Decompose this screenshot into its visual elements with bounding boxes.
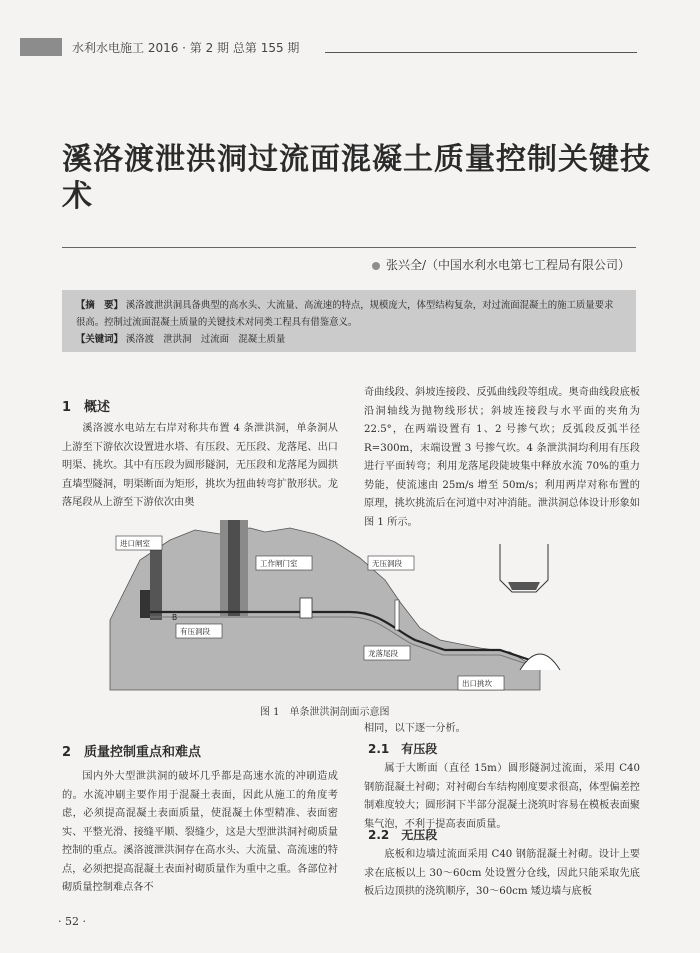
header-rule	[325, 52, 637, 53]
section-1-paragraph-left: 溪洛渡水电站左右岸对称共布置 4 条泄洪洞，单条洞从上游至下游依次设置进水塔、有压段、无压段、龙落尾、出口明渠、挑坎。其中有压段为圆形隧洞，无压段和龙落尾为圆拱直墙型隧洞，明渠断面为矩形，挑坎为扭曲转弯扩散形状。龙落尾段从上游至下游依次由奥	[62, 423, 338, 508]
abstract-label: 【摘 要】	[76, 300, 123, 311]
article-title: 溪洛渡泄洪洞过流面混凝土质量控制关键技术	[62, 142, 651, 214]
label-dragon-tail-text: 龙落尾段	[368, 649, 398, 658]
abstract-text: 溪洛渡泄洪洞具备典型的高水头、大流量、高流速的特点，规模庞大，体型结构复杂，对过流面混凝土的施工质量要求很高。控制过流面混凝土质量的关键技术对同类工程具有借鉴意义。	[76, 300, 614, 328]
subsection-2-1-heading: 2.1 有压段	[368, 742, 438, 756]
section-1-paragraph-right: 奇曲线段、斜坡连接段、反弧曲线段等组成。奥奇曲线段底板沿洞轴线为抛物线形状；斜坡连接段与水平面的夹角为 22.5°，在两端设置有 1、2 号掺气坎；反弧段反弧半径 R=300m，末端设置 3 号掺气坎。4 条泄洪洞均利用有压段进行平面转弯；利用龙落尾段陡坡集中释放水流 70%的重力势能，使流速由 25m/s 增至 50m/s；利用两岸对称布置的原理，挑坎挑流后在河道中对冲消能。泄洪洞总体设计形象如图 1 所示。	[364, 387, 640, 528]
header-bar	[20, 38, 62, 56]
label-dragon-tail	[364, 646, 410, 660]
figure-caption: 图 1 单条泄洪洞剖面示意图	[260, 707, 390, 718]
label-free-flow-text: 无压洞段	[372, 559, 402, 568]
tunnel-profile-figure	[100, 520, 600, 700]
author-text: 张兴全/（中国水利水电第七工程局有限公司）	[386, 258, 631, 272]
journal-header: 水利水电施工 2016 · 第 2 期 总第 155 期	[72, 41, 300, 55]
section-marker: B	[172, 613, 178, 622]
bullet-icon	[372, 262, 380, 270]
subsection-2-2-heading: 2.2 无压段	[368, 828, 438, 842]
keywords-label: 【关键词】	[76, 334, 123, 345]
section-1-heading: 1 概述	[62, 400, 111, 415]
keywords-text: 溪洛渡 泄洪洞 过流面 混凝土质量	[125, 334, 286, 345]
terrain-shape	[110, 528, 540, 690]
label-gate	[256, 556, 312, 570]
page-number: · 52 ·	[58, 915, 86, 928]
intake-shaft	[150, 550, 162, 620]
abstract-box	[62, 290, 636, 352]
keywords-line	[76, 331, 622, 348]
section-2-heading: 2 质量控制重点和难点	[62, 745, 202, 760]
section-2-intro-continued: 相同，以下逐一分析。	[364, 723, 466, 734]
abstract-paragraph	[76, 297, 622, 331]
label-pressure	[176, 624, 222, 638]
section-2-paragraph: 国内外大型泄洪洞的破坏几乎都是高速水流的冲刷造成的。水流冲刷主要作用于混凝土表面，因此从施工的角度考虑，必须提高混凝土表面质量，使混凝土体型精准、表面密实、平整光滑、接缝平顺、裂缝少，这是大型泄洪洞衬砌质量控制的重点。溪洛渡泄洪洞存在高水头、大流量、高流速的特点，必须把提高混凝土表面衬砌质量作为重中之重。各部位衬砌质量控制难点各不	[62, 771, 338, 893]
label-gate-text: 工作闸门室	[260, 559, 298, 568]
subsection-2-1-paragraph: 属于大断面（直径 15m）圆形隧洞过流面，采用 C40 钢筋混凝土衬砌；对衬砌台车结构刚度要求很高，体型偏差控制难度较大；圆形洞下半部分混凝土浇筑时容易在模板表面聚集气泡，不利于提高表面质量。	[364, 763, 640, 830]
label-intake-text: 进口闸室	[120, 539, 150, 548]
label-intake	[116, 536, 162, 550]
author-line	[372, 256, 630, 273]
subsection-2-2-paragraph: 底板和边墙过流面采用 C40 钢筋混凝土衬砌。设计上要求在底板以上 30～60cm 处设置分仓线，因此只能采取先底板后边顶拱的浇筑顺序，30～60cm 矮边墙与底板	[364, 849, 640, 897]
label-free-flow	[368, 556, 414, 570]
title-rule	[62, 247, 636, 248]
label-outlet-text: 出口挑坎	[462, 679, 492, 688]
label-outlet	[458, 676, 504, 690]
label-pressure-text: 有压洞段	[180, 627, 210, 636]
